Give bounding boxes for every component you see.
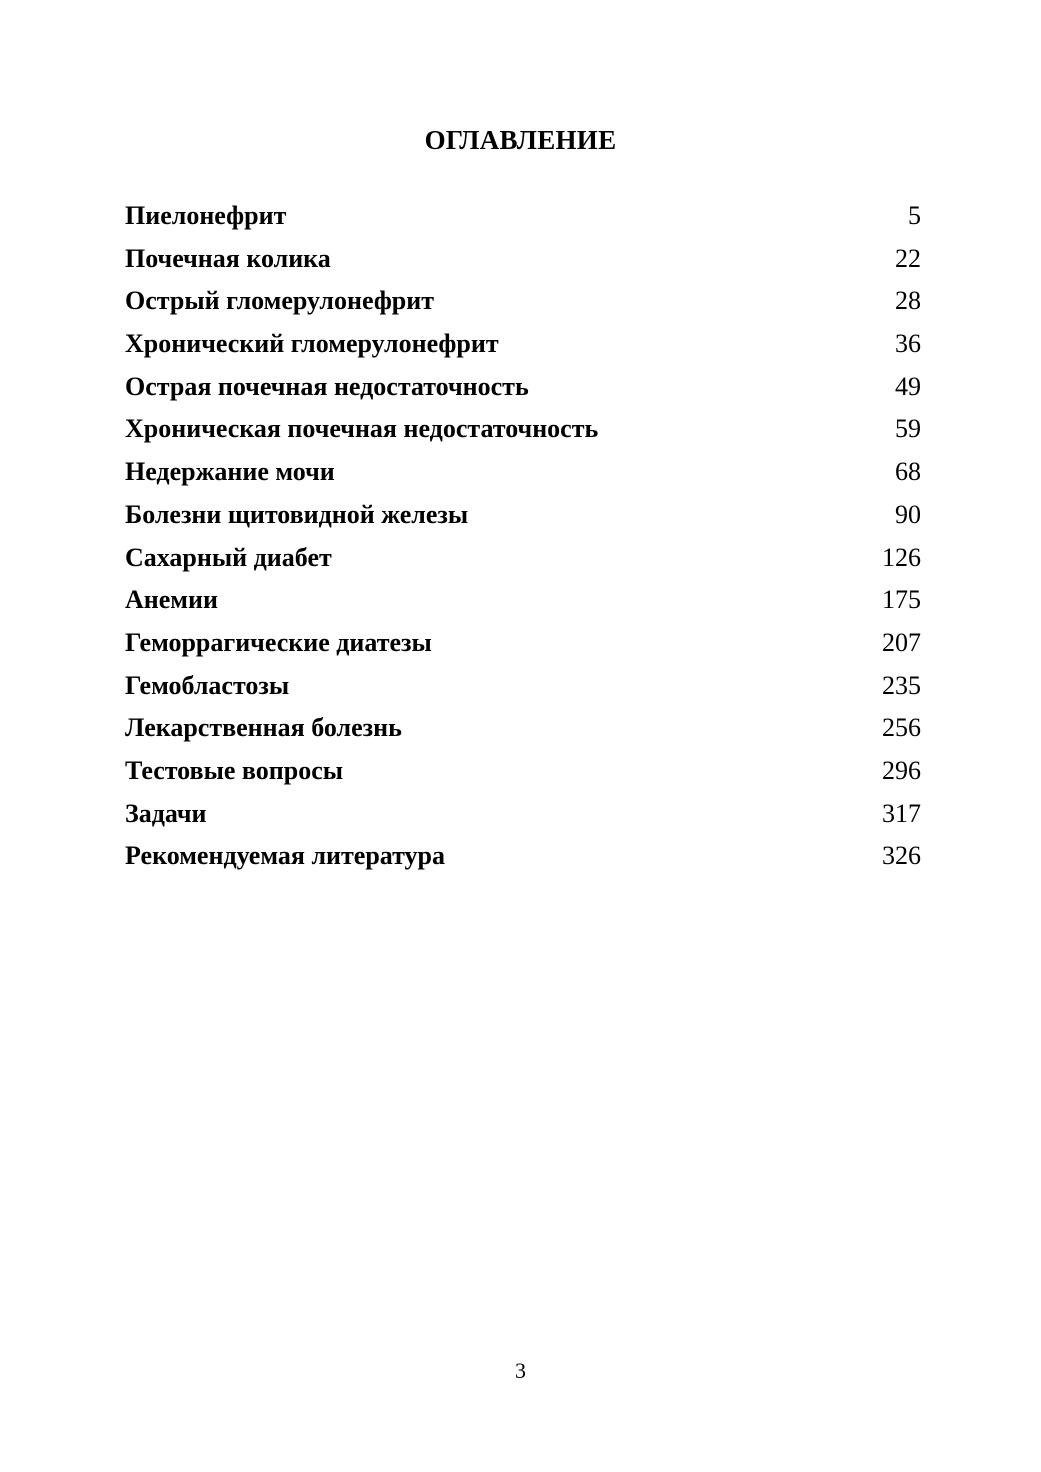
- toc-entry: [125, 666, 921, 709]
- toc-entry: [125, 367, 921, 410]
- toc-entry-label: Хронический гломерулонефрит: [125, 329, 499, 359]
- toc-entry-page: 90: [895, 499, 921, 529]
- toc-entry-page: 5: [908, 201, 921, 230]
- toc-entry-label: Задачи: [125, 798, 207, 828]
- toc-entry-label: Тестовые вопросы: [125, 755, 344, 785]
- toc-entry: [125, 836, 921, 879]
- toc-entry-label: Недержание мочи: [125, 457, 335, 487]
- toc-entry-page: 175: [882, 585, 921, 615]
- toc-entry: [125, 708, 921, 751]
- toc-entry: [125, 409, 921, 452]
- toc-entry: [125, 751, 921, 794]
- toc-entry-page: 22: [895, 243, 921, 273]
- toc-entry: [125, 281, 921, 324]
- toc-entry-page: 317: [882, 798, 921, 828]
- toc-entry-label: Сахарный диабет: [125, 542, 332, 572]
- toc-entry-page: 326: [882, 841, 921, 871]
- toc-entry-page: 126: [882, 542, 921, 572]
- toc-entry-page: 256: [882, 713, 921, 743]
- toc-entry: [125, 623, 921, 666]
- toc-entry-page: 68: [895, 457, 921, 487]
- toc-entry-page: 36: [895, 329, 921, 359]
- toc-entry-label: Лекарственная болезнь: [125, 713, 402, 743]
- toc-entry-label: Острый гломерулонефрит: [125, 286, 435, 316]
- toc-entry-page: 207: [882, 627, 921, 657]
- toc-entry-label: Пиелонефрит: [125, 201, 287, 230]
- toc-entry-label: Геморрагические диатезы: [125, 627, 432, 657]
- toc-entry: [125, 580, 921, 623]
- toc-entry: [125, 452, 921, 495]
- toc-entry-label: Гемобластозы: [125, 670, 290, 700]
- toc-entry-label: Рекомендуемая литература: [125, 841, 445, 871]
- toc-entry: [125, 794, 921, 837]
- toc-entry: [125, 196, 921, 239]
- page-number: 3: [515, 1358, 526, 1383]
- toc-entry-label: Анемии: [125, 585, 218, 615]
- toc-entry-page: 28: [895, 286, 921, 316]
- toc-list: [125, 196, 921, 879]
- toc-entry-page: 235: [882, 670, 921, 700]
- toc-entry-page: 49: [895, 371, 921, 401]
- toc-entry-label: Почечная колика: [125, 243, 331, 273]
- toc-entry: [125, 239, 921, 282]
- toc-entry: [125, 324, 921, 367]
- toc-entry-label: Острая почечная недостаточность: [125, 371, 529, 401]
- toc-entry-label: Хроническая почечная недостаточность: [125, 414, 599, 444]
- toc-entry-page: 59: [895, 414, 921, 444]
- toc-entry-label: Болезни щитовидной железы: [125, 499, 469, 529]
- toc-title: ОГЛАВЛЕНИЕ: [424, 125, 617, 155]
- toc-entry-page: 296: [882, 755, 921, 785]
- toc-entry: [125, 495, 921, 538]
- toc-entry: [125, 538, 921, 581]
